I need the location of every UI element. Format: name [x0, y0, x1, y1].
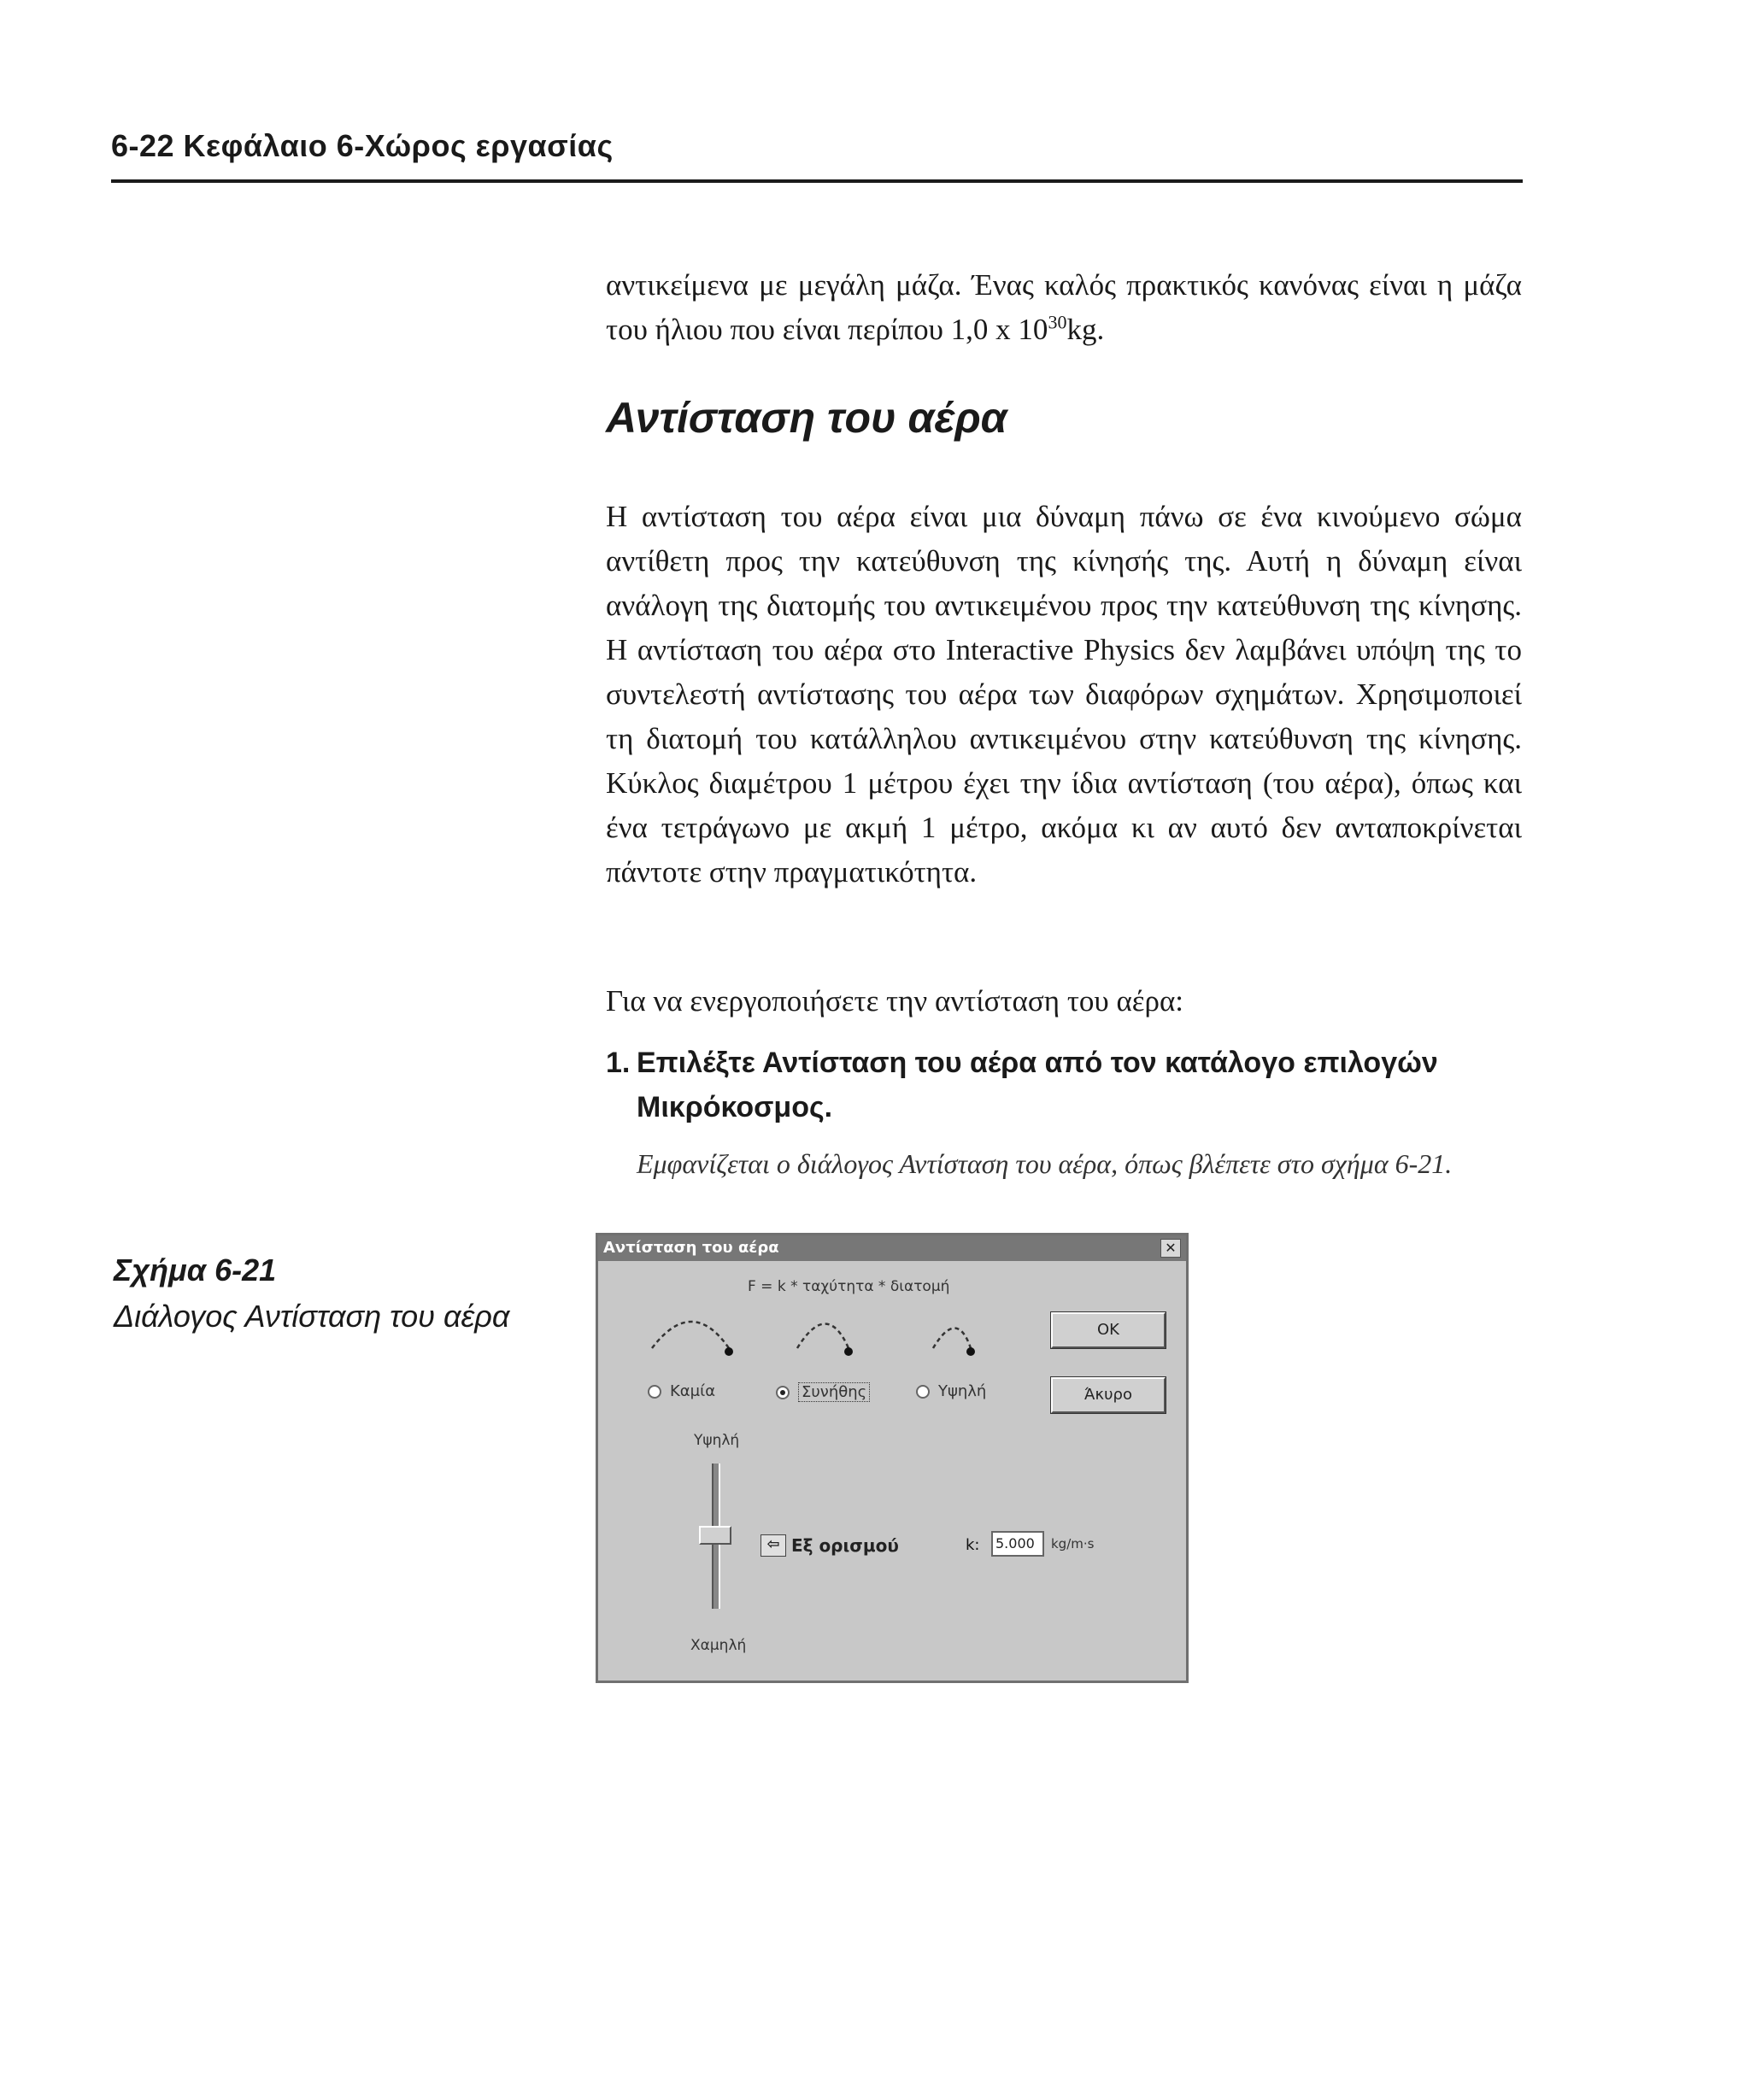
figure-caption: [114, 1247, 509, 1340]
section-body: Η αντίσταση του αέρα είναι μια δύναμη πάνω σε ένα κινούμενο σώμα αντίθετη προς την κατεύθυνση της κίνησής της. Αυτή η δύναμη είναι ανάλογη της διατομής του αντικειμένου προς την κατεύθυνση της κίνησης. Η αντίσταση του αέρα στο Interactive Physics δεν λαμβάνει υπόψη της το συντελεστή αντίστασης του αέρα των διαφόρων σχημάτων. Χρησιμοποιεί τη διατομή του κατάλληλου αντικειμένου στην κατεύθυνση της κίνησης. Κύκλος διαμέτρου 1 μέτρου έχει την ίδια αντίσταση (του αέρα), όπως και ένα τετράγωνο με ακμή 1 μέτρο, ακόμα κι αν αυτό δεν ανταποκρίνεται πάντοτε στην πραγματικότητα.: [606, 500, 1522, 889]
air-resistance-dialog: [596, 1233, 1189, 1683]
default-preset-button[interactable]: [760, 1534, 899, 1557]
lead-in-text: Για να ενεργοποιήσετε την αντίσταση του αέρα:: [606, 984, 1184, 1018]
ok-button[interactable]: ΟΚ: [1051, 1312, 1166, 1348]
page-header: 6-22 Κεφάλαιο 6-Χώρος εργασίας: [111, 128, 614, 163]
intro-text: αντικείμενα με μεγάλη μάζα. Ένας καλός πρακτικός κανόνας είναι η μάζα του ήλιου που είναι περίπου 1,0 x 10: [606, 268, 1522, 346]
normal-curve-icon: [780, 1304, 874, 1364]
close-icon[interactable]: ✕: [1160, 1239, 1181, 1258]
formula-label: F = k * ταχύτητα * διατομή: [748, 1278, 950, 1295]
radio-circle-selected[interactable]: [776, 1386, 790, 1399]
step-text-line1: Επιλέξτε Αντίσταση του αέρα από τον κατάλογο επιλογών: [637, 1047, 1438, 1079]
arrow-left-icon: ⇦: [760, 1534, 786, 1557]
figure-label: Σχήμα 6-21: [114, 1252, 277, 1288]
intro-unit: kg.: [1066, 313, 1105, 346]
step-text-line2: Μικρόκοσμος.: [637, 1091, 833, 1123]
radio-normal[interactable]: [776, 1382, 870, 1402]
intro-paragraph: [606, 263, 1522, 352]
cancel-button[interactable]: Άκυρο: [1051, 1377, 1166, 1413]
default-preset-label: Εξ ορισμού: [791, 1535, 899, 1556]
high-curve-icon: [914, 1304, 1008, 1364]
resistance-slider-thumb[interactable]: [699, 1526, 731, 1545]
radio-label: Υψηλή: [938, 1382, 987, 1400]
step-number: 1.: [606, 1047, 631, 1079]
none-curve-icon: [645, 1304, 739, 1364]
radio-circle[interactable]: [916, 1385, 930, 1399]
radio-label: Συνήθης: [798, 1382, 870, 1402]
radio-circle[interactable]: [648, 1385, 661, 1399]
k-label: k:: [966, 1536, 980, 1554]
section-title: Αντίσταση του αέρα: [606, 394, 1007, 442]
slider-top-label: Υψηλή: [694, 1432, 740, 1449]
radio-high[interactable]: [916, 1382, 986, 1400]
radio-label: Καμία: [670, 1382, 716, 1400]
figure-caption-text: Διάλογος Αντίσταση του αέρα: [114, 1299, 510, 1334]
header-rule: [111, 179, 1523, 183]
step-1: [606, 1041, 1529, 1129]
dialog-title: Αντίσταση του αέρα: [603, 1239, 779, 1257]
step-result: Εμφανίζεται ο διάλογος Αντίσταση του αέρα, όπως βλέπετε στο σχήμα 6-21.: [637, 1148, 1453, 1179]
dialog-titlebar: [598, 1235, 1186, 1261]
k-unit-label: kg/m·s: [1051, 1536, 1095, 1552]
radio-none[interactable]: [648, 1382, 715, 1400]
slider-bottom-label: Χαμηλή: [690, 1637, 747, 1654]
k-value-input[interactable]: 5.000: [991, 1531, 1044, 1557]
intro-exponent: 30: [1048, 311, 1067, 333]
